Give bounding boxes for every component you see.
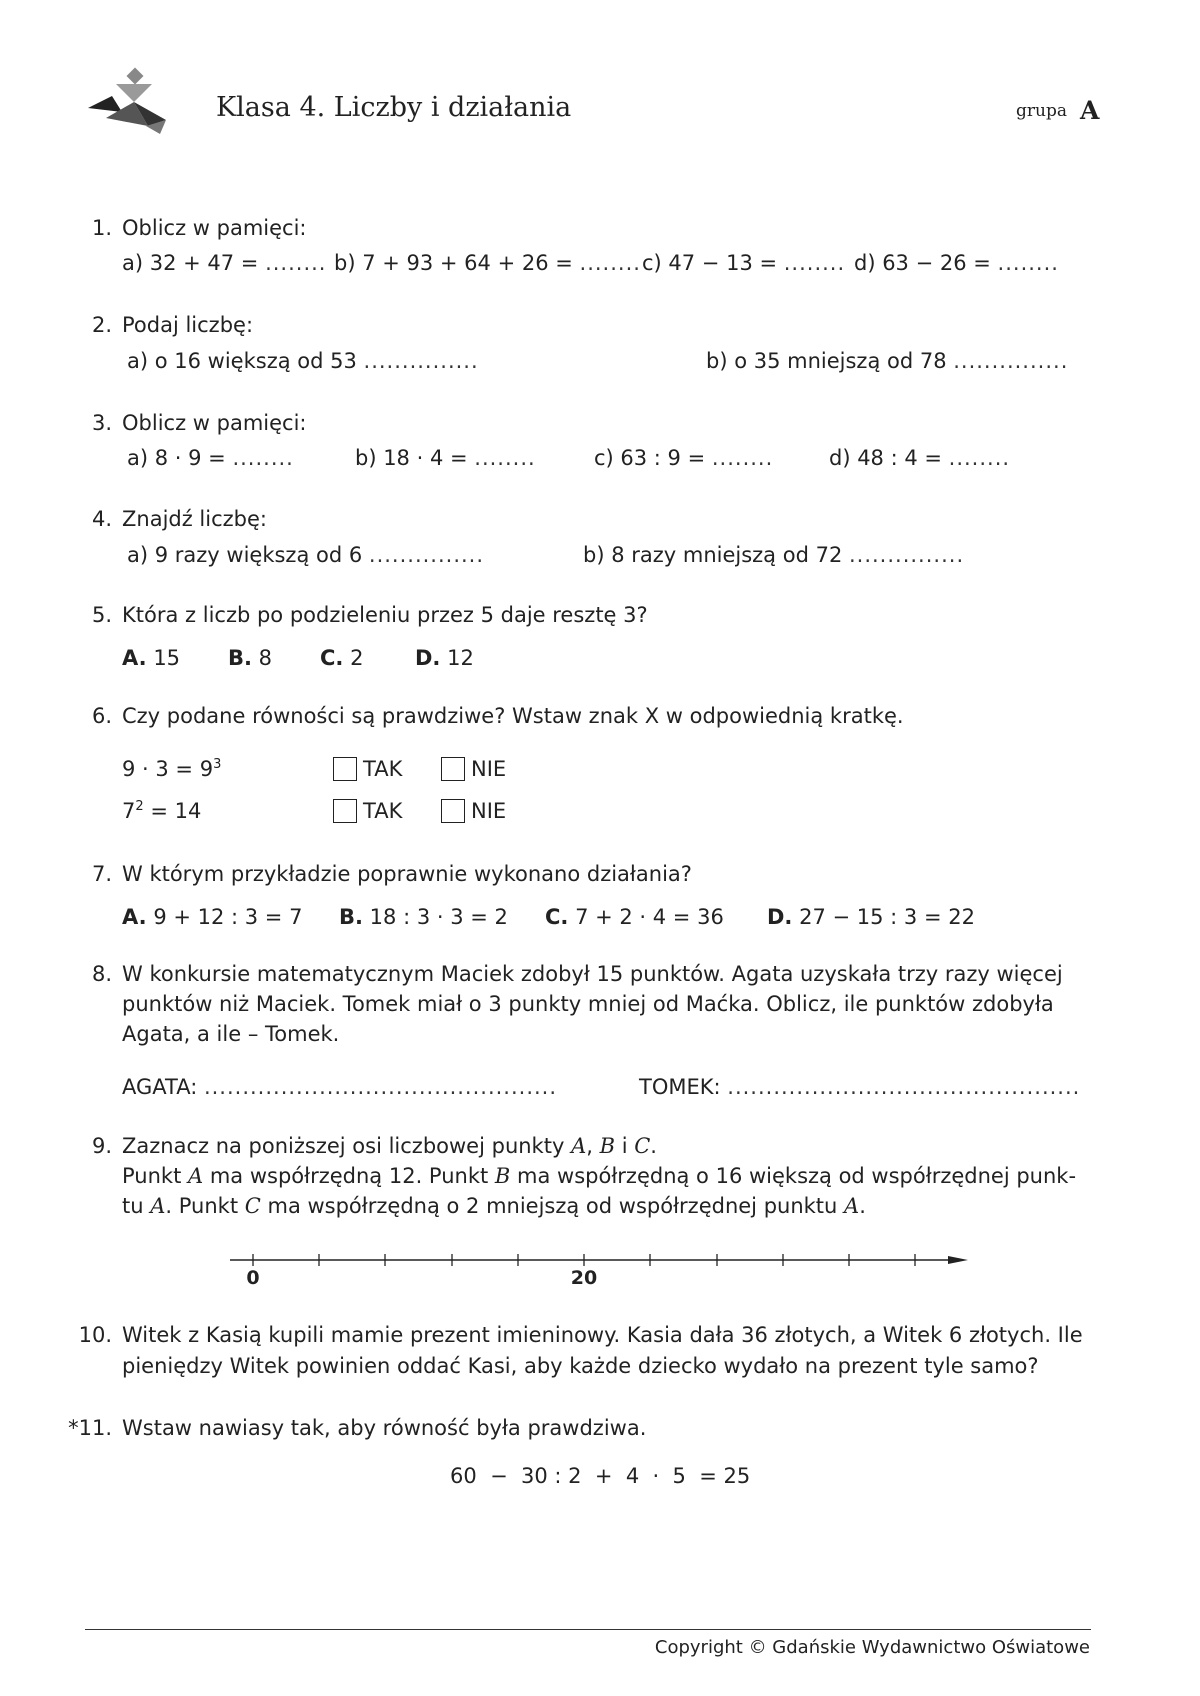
task-number: 5. xyxy=(91,603,112,627)
group-letter: A xyxy=(1080,96,1100,125)
task-text-line: Punkt A ma współrzędną 12. Punkt B ma współrzędną o 16 większą od współrzędnej punk- xyxy=(122,1164,1077,1188)
answer-blank[interactable]: .............................................. xyxy=(727,1075,1081,1099)
task-number: 10. xyxy=(78,1323,112,1347)
task-part: b) 7 + 93 + 64 + 26 = ........ xyxy=(334,251,641,275)
task-part: c) 63 : 9 = ........ xyxy=(594,446,774,470)
task-part: a) 9 razy większą od 6 ............... xyxy=(127,543,485,567)
task-prompt: Czy podane równości są prawdziwe? Wstaw znak X w odpowiednią kratkę. xyxy=(122,704,904,728)
answer-blank[interactable]: .............................................. xyxy=(203,1075,558,1099)
task-number: 3. xyxy=(91,411,112,435)
task-part: b) o 35 mniejszą od 78 ............... xyxy=(706,349,1069,373)
task-part: d) 48 : 4 = ........ xyxy=(829,446,1011,470)
yes-option[interactable]: TAK xyxy=(333,757,402,781)
task-text-line: punktów niż Maciek. Tomek miał o 3 punkty mniej od Maćka. Oblicz, ile punktów zdobyła xyxy=(122,992,1054,1016)
publisher-logo-icon xyxy=(86,66,170,136)
task-text-line: pieniędzy Witek powinien oddać Kasi, aby każde dziecko wydało na prezent tyle samo? xyxy=(122,1354,1039,1378)
task-part: c) 47 − 13 = ........ xyxy=(642,251,846,275)
checkbox[interactable] xyxy=(441,799,465,823)
page-title: Klasa 4. Liczby i działania xyxy=(216,92,572,123)
answer-blank[interactable]: ............... xyxy=(363,349,479,373)
group-label: grupa xyxy=(1016,101,1067,121)
task-number: 6. xyxy=(91,704,112,728)
answer-blank[interactable]: ........ xyxy=(265,251,327,275)
answer-option[interactable]: C. 7 + 2 · 4 = 36 xyxy=(545,905,724,929)
axis-label: 20 xyxy=(570,1267,598,1289)
task-prompt: Oblicz w pamięci: xyxy=(122,216,307,240)
task-prompt: W którym przykładzie poprawnie wykonano działania? xyxy=(122,862,692,886)
answer-blank[interactable]: ............... xyxy=(368,543,485,567)
no-option[interactable]: NIE xyxy=(441,799,506,823)
agata-answer: AGATA: .............................................. xyxy=(122,1075,558,1099)
arrow-icon xyxy=(948,1256,968,1264)
answer-blank[interactable]: ........ xyxy=(579,251,641,275)
answer-option[interactable]: A. 9 + 12 : 3 = 7 xyxy=(122,905,303,929)
number-line[interactable] xyxy=(220,1240,980,1290)
copyright: Copyright © Gdańskie Wydawnictwo Oświatowe xyxy=(654,1637,1090,1658)
task-part: b) 8 razy mniejszą od 72 ............... xyxy=(583,543,965,567)
tomek-answer: TOMEK: .............................................. xyxy=(639,1075,1081,1099)
footer-divider xyxy=(85,1629,1091,1630)
answer-option[interactable]: D. 27 − 15 : 3 = 22 xyxy=(767,905,975,929)
task-prompt: Która z liczb po podzieleniu przez 5 daje resztę 3? xyxy=(122,603,648,627)
yes-option[interactable]: TAK xyxy=(333,799,402,823)
task-number: 7. xyxy=(91,862,112,886)
task-number: 9. xyxy=(91,1134,112,1158)
task-text-line: W konkursie matematycznym Maciek zdobył 15 punktów. Agata uzyskała trzy razy więcej xyxy=(122,962,1063,986)
task-part: a) 32 + 47 = ........ xyxy=(122,251,327,275)
answer-blank[interactable]: ........ xyxy=(474,446,536,470)
task-text-line: Agata, a ile – Tomek. xyxy=(122,1022,340,1046)
answer-option[interactable]: D. 12 xyxy=(415,646,474,670)
task-prompt: Podaj liczbę: xyxy=(122,313,254,337)
answer-blank[interactable]: ............... xyxy=(848,543,965,567)
task-number: 8. xyxy=(91,962,112,986)
checkbox[interactable] xyxy=(333,757,357,781)
task-part: a) o 16 większą od 53 ............... xyxy=(127,349,479,373)
task-number: 4. xyxy=(91,507,112,531)
equation: $7^2 = 14$ xyxy=(122,799,202,823)
axis-label: 0 xyxy=(246,1267,260,1289)
answer-option[interactable]: A. 15 xyxy=(122,646,181,670)
answer-blank[interactable]: ............... xyxy=(953,349,1069,373)
answer-blank[interactable]: ........ xyxy=(997,251,1059,275)
no-option[interactable]: NIE xyxy=(441,757,506,781)
task-number: 2. xyxy=(91,313,112,337)
answer-option[interactable]: B. 18 : 3 · 3 = 2 xyxy=(339,905,508,929)
task-part: a) 8 · 9 = ........ xyxy=(127,446,294,470)
equation: $9 \cdot 3 = 9^3$ xyxy=(122,757,222,781)
task-prompt: Oblicz w pamięci: xyxy=(122,411,307,435)
task-prompt: Znajdź liczbę: xyxy=(122,507,267,531)
answer-option[interactable]: B. 8 xyxy=(228,646,273,670)
answer-blank[interactable]: ........ xyxy=(232,446,294,470)
equation[interactable]: 60 − 30 : 2 + 4 · 5 = 25 xyxy=(450,1464,751,1488)
task-text-line: Witek z Kasią kupili mamie prezent imieninowy. Kasia dała 36 złotych, a Witek 6 złotych. Ile xyxy=(122,1323,1083,1347)
task-part: d) 63 − 26 = ........ xyxy=(854,251,1059,275)
answer-option[interactable]: C. 2 xyxy=(320,646,364,670)
answer-blank[interactable]: ........ xyxy=(783,251,846,275)
task-text-line: tu A. Punkt C ma współrzędną o 2 mniejszą od współrzędnej punktu A. xyxy=(122,1194,866,1218)
task-part: b) 18 · 4 = ........ xyxy=(355,446,536,470)
checkbox[interactable] xyxy=(333,799,357,823)
task-text-line: Zaznacz na poniższej osi liczbowej punkty A, B i C. xyxy=(122,1134,657,1158)
task-number: 1. xyxy=(91,216,112,240)
checkbox[interactable] xyxy=(441,757,465,781)
answer-blank[interactable]: ........ xyxy=(948,446,1011,470)
task-number: *11. xyxy=(68,1416,112,1440)
task-prompt: Wstaw nawiasy tak, aby równość była prawdziwa. xyxy=(122,1416,647,1440)
answer-blank[interactable]: ........ xyxy=(711,446,774,470)
